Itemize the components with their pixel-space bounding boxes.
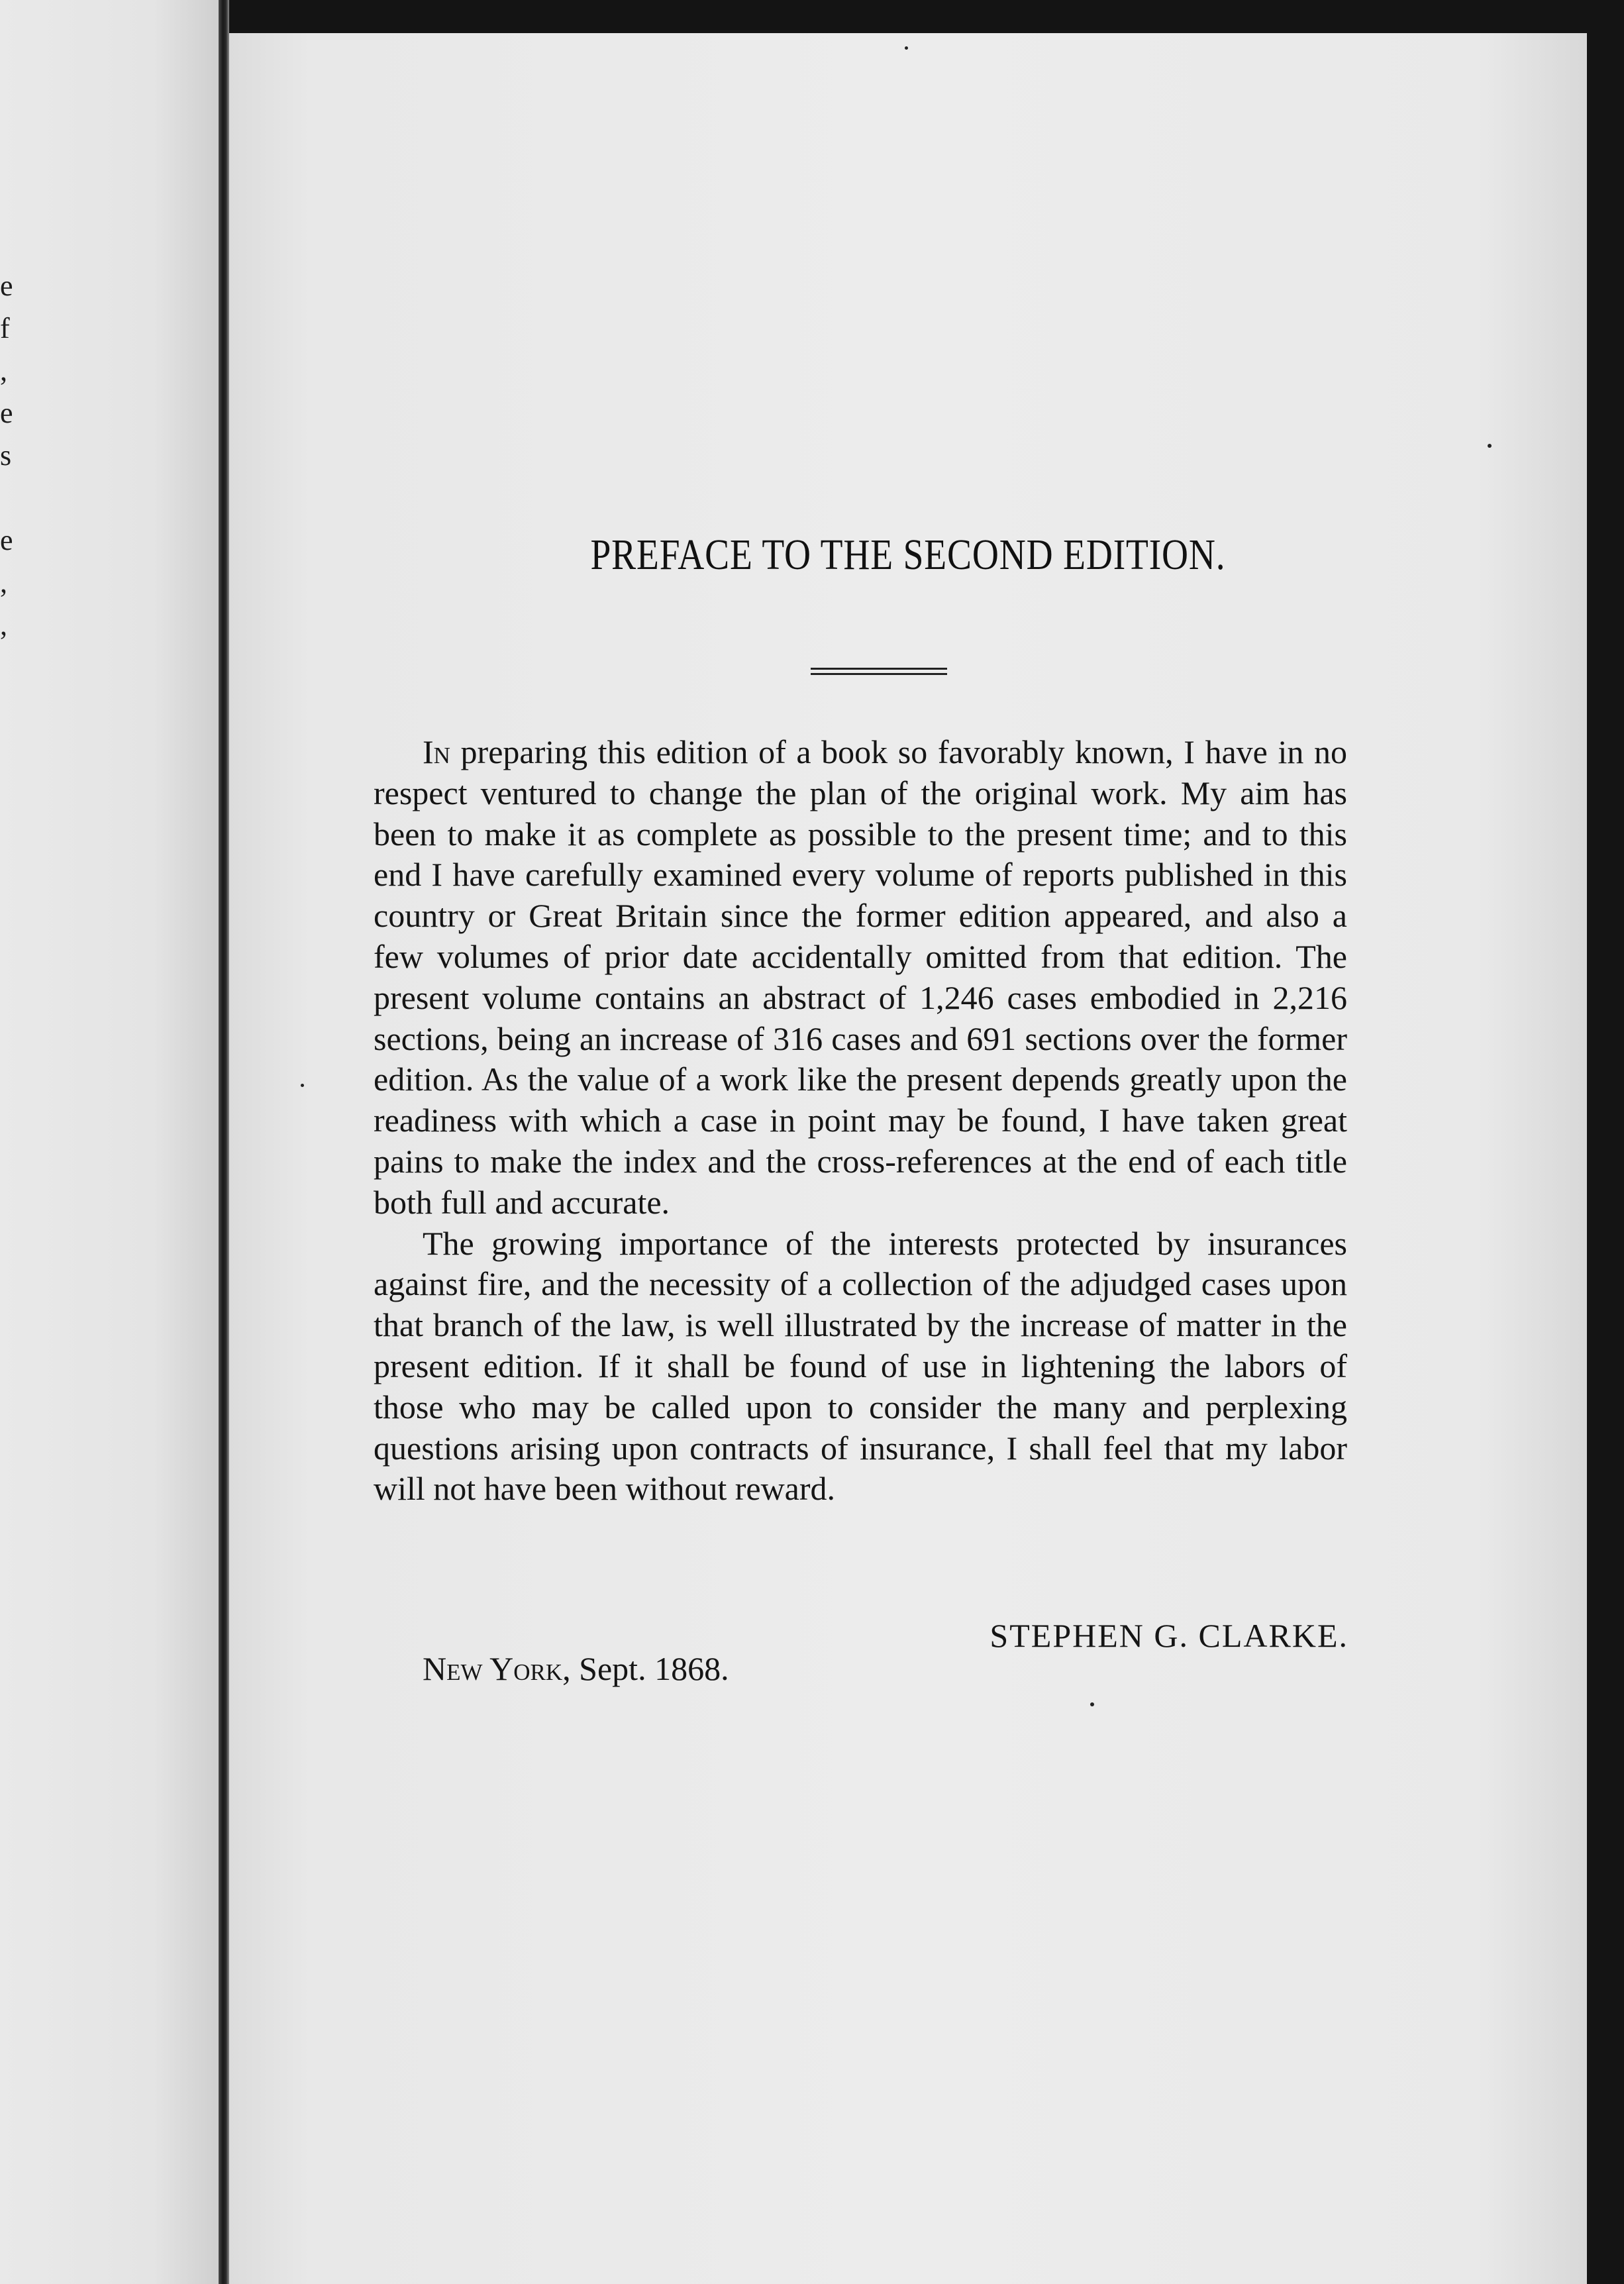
paragraph-text: preparing this edition of a book so favorably known, I have in no respect ventured to change the plan of the original work. My aim has been to make it as complete as possible to the present time; and to this end I have carefully examined every volume of reports published in this country or Great Britain since the former edition appeared, and also a few volumes of prior date accidentally omitted from that edition. The present volume contains an abstract of 1,246 cases embodied in 2,216 sections, being an increase of 316 cases and 691 sections over the former edition. As the value of a work like the present depends greatly upon the readiness with which a case in point may be found, I have taken great pains to make the index and the cross-references at the end of each title both full and accurate. (374, 733, 1347, 1221)
author-signature: STEPHEN G. CLARKE. (990, 1617, 1348, 1654)
paragraph-2 (374, 1223, 1347, 1510)
right-page (229, 33, 1587, 2284)
date-text: , Sept. 1868. (562, 1650, 729, 1687)
book-gutter (219, 0, 229, 2284)
left-page (0, 0, 219, 2284)
paragraph-lead: In (423, 733, 450, 770)
edge-letter: , (0, 354, 7, 387)
place-date-line (423, 1649, 729, 1688)
edge-letter: , (0, 566, 7, 599)
title-divider (811, 668, 947, 677)
page-title: PREFACE TO THE SECOND EDITION. (590, 531, 1226, 579)
edge-letter: s (0, 439, 12, 472)
left-page-edge-text (0, 265, 20, 647)
paragraph-1 (374, 732, 1347, 1223)
preface-body (374, 732, 1347, 1510)
edge-letter: , (0, 609, 7, 641)
edge-letter: e (0, 270, 13, 302)
place-name: New York (423, 1650, 563, 1687)
edge-letter: e (0, 397, 13, 429)
edge-letter: f (0, 312, 10, 344)
paragraph-text: The growing importance of the interests protected by insurances against fire, and the necessity of a collection of the adjudged cases upon that branch of the law, is well illustrated by the increase of matter in the present edition. If it shall be found of use in lightening the labors of those who may be called upon to consider the many and perplexing questions arising upon contracts of insurance, I shall feel that my labor will not have been without reward. (374, 1224, 1347, 1508)
edge-letter (0, 477, 20, 519)
preface-page (229, 33, 1587, 2284)
edge-letter: e (0, 524, 13, 556)
